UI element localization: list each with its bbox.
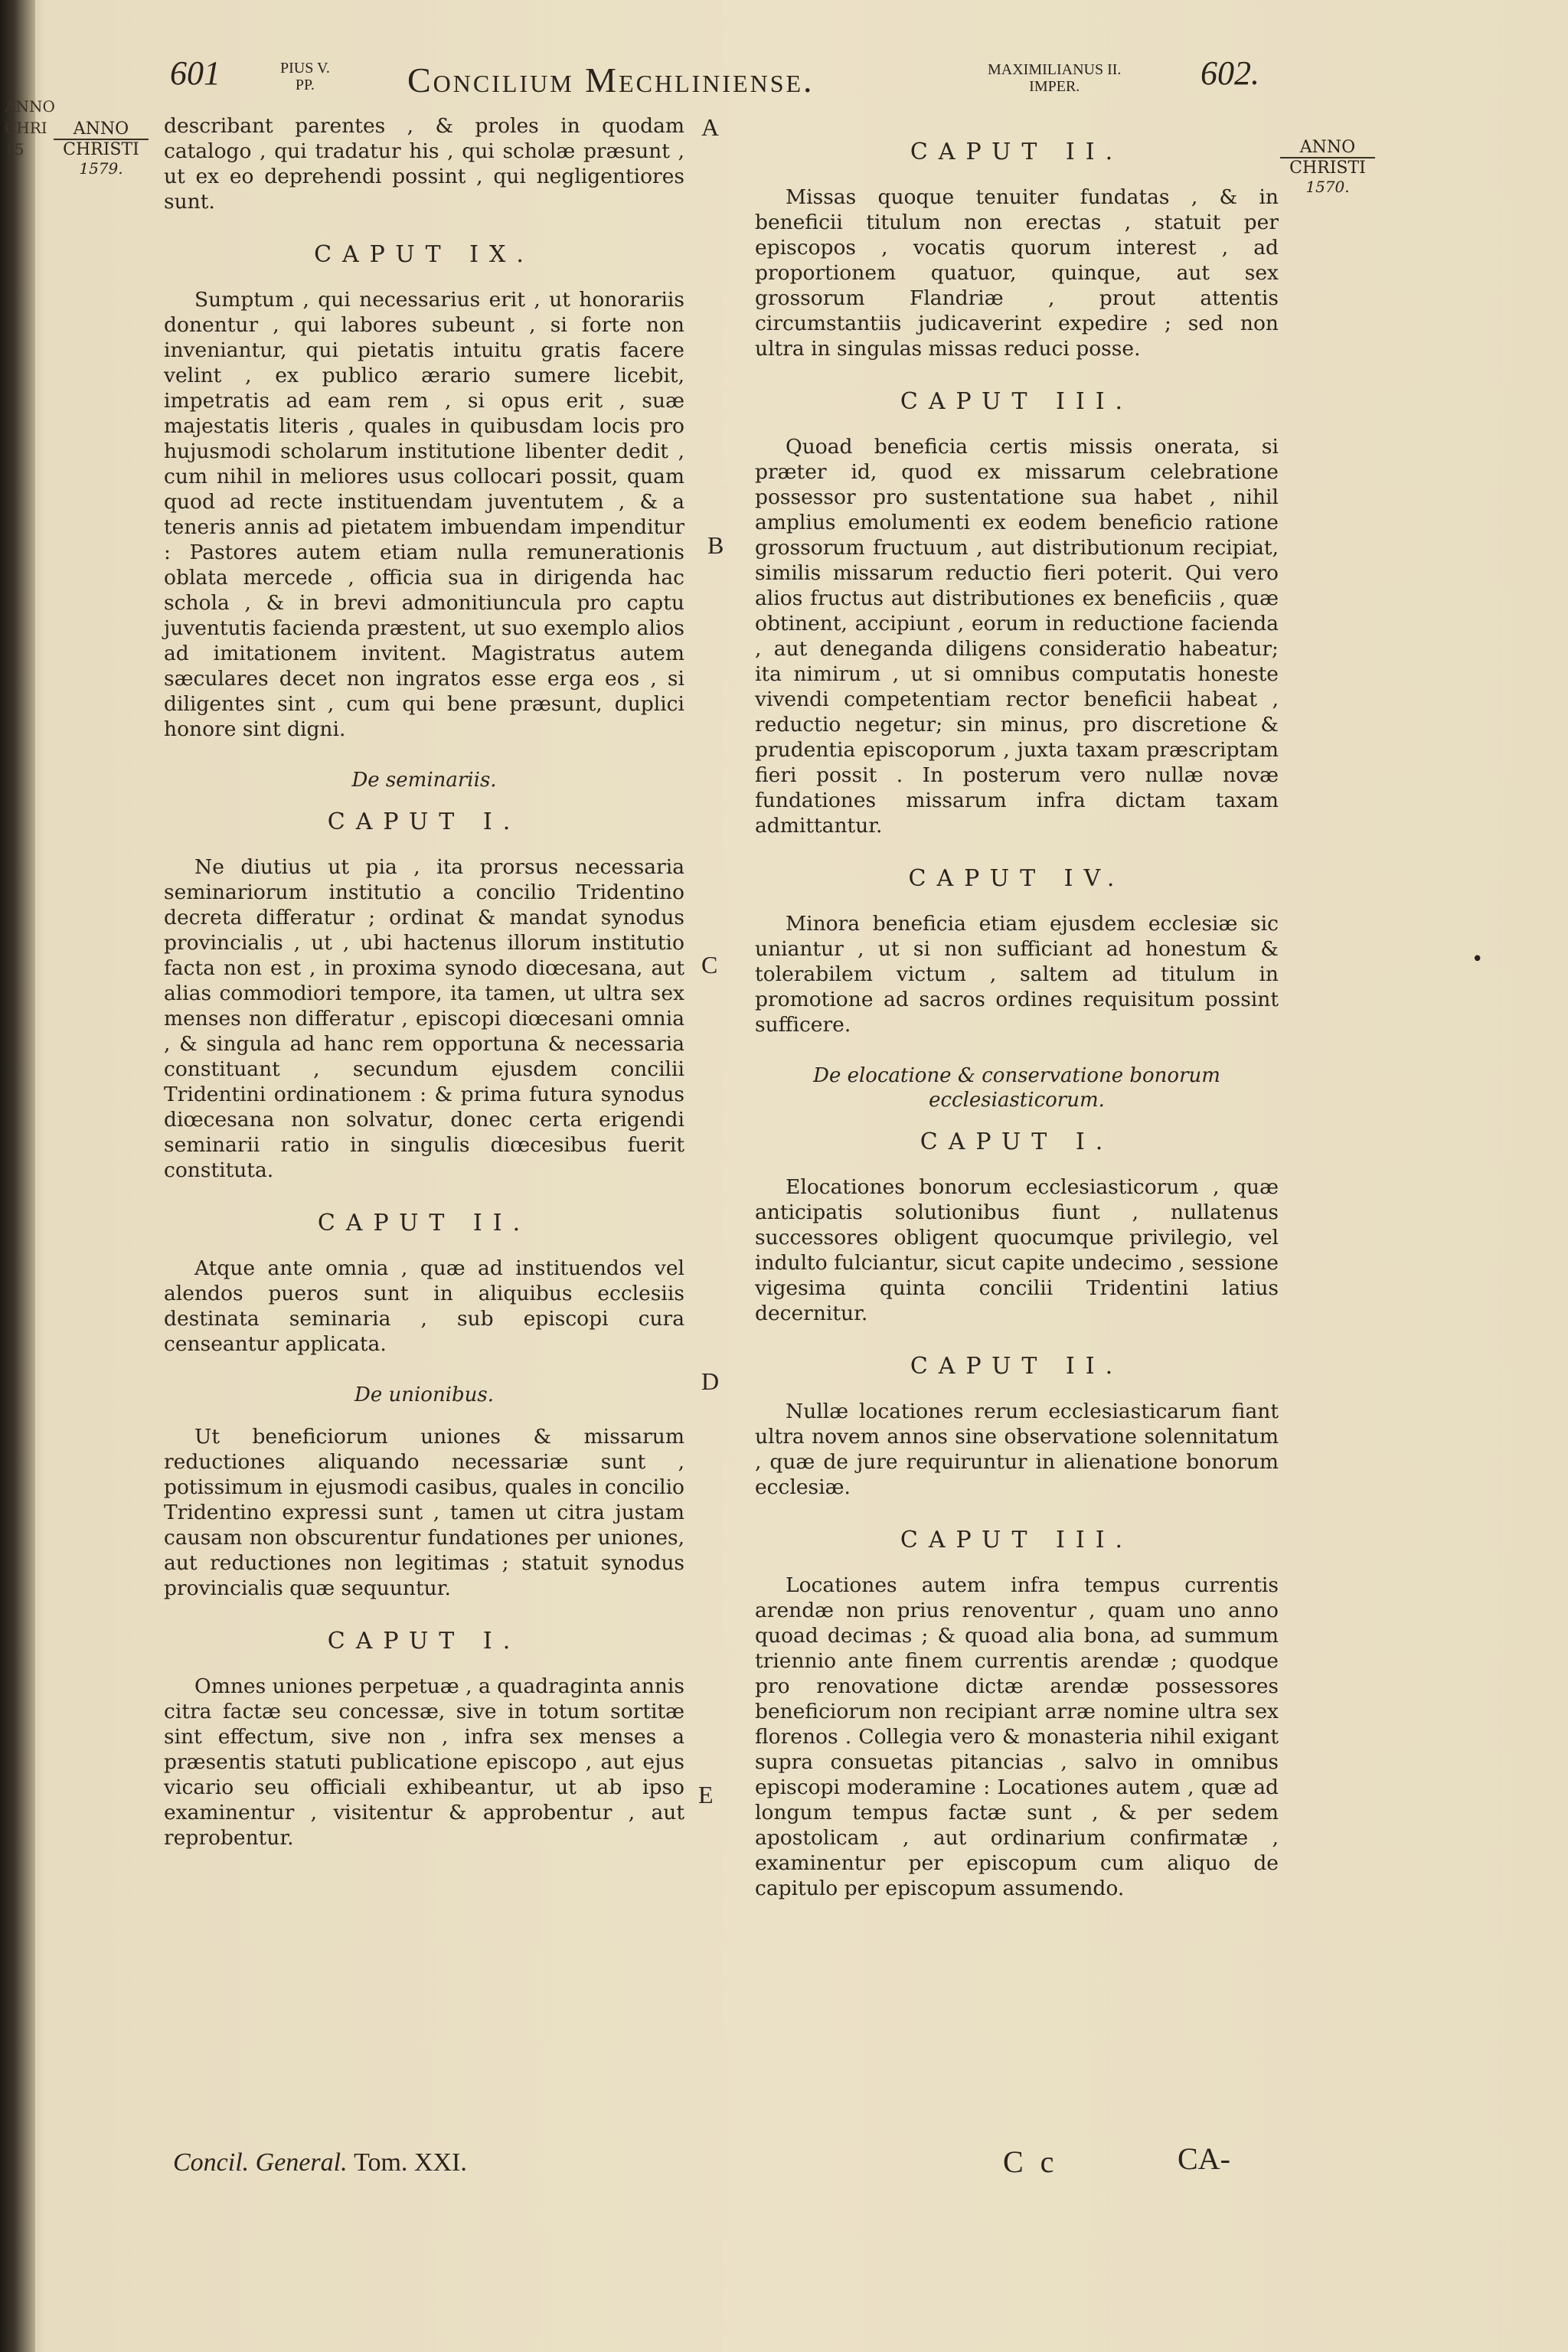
gutter-fragment-1: ANNO	[5, 97, 55, 116]
paragraph: Elocationes bonorum ecclesiasticorum , quæ anticipatis solutionibus fiunt , nullatenus successores obligent quocumque privilegio, vel indulto fulciantur, sicut capite undecimo , sessione vigesima quinta concilii Tridentini latius decernitur.	[755, 1175, 1279, 1325]
footer-volume: Tom. XXI.	[354, 2148, 467, 2177]
section-marker-e: E	[698, 1781, 714, 1808]
chapter-heading: CAPUT III.	[900, 388, 1134, 415]
margin-christi-right: CHRISTI	[1289, 158, 1366, 178]
emperor-title: IMPER.	[1029, 78, 1080, 95]
ink-speck: •	[1472, 948, 1484, 971]
section-marker-c: C	[701, 951, 718, 978]
running-head-pope	[280, 60, 330, 93]
chapter-heading: CAPUT II.	[910, 139, 1124, 165]
chapter-heading: CAPUT I.	[920, 1129, 1114, 1155]
chapter-heading: CAPUT II.	[317, 1210, 531, 1236]
running-head-emperor	[988, 61, 1121, 95]
chapter-heading: CAPUT IV.	[908, 865, 1125, 892]
paragraph: Ut beneficiorum uniones & missarum reductiones aliquando necessariæ sunt , potissimum in ejusmodi casibus, quales in concilio Tridentino expressi sunt , tamen ut citra justam causam non obscurentur fundationes per uniones, aut reductiones non legitimas ; statuit synodus provincialis quæ sequuntur.	[164, 1425, 684, 1600]
page-number-right: 602.	[1200, 54, 1259, 92]
chapter-heading: CAPUT I.	[327, 808, 521, 835]
chapter-heading: CAPUT IX.	[314, 241, 534, 268]
paragraph: Locationes autem infra tempus currentis arendæ non prius renoventur , quam uno anno quoad decimas ; & quoad alia bona, ad summum triennio ante finem currentis arendæ ; quodque pro renovatione dictæ arendæ possessores beneficiorum non recipiant arræ nomine ultra sex florenos . Collegia vero & monasteria nihil exigant supra consuetas pitancias , salvo in omnibus episcopi moderamine : Locationes autem , quæ ad longum tempus factæ sunt , & per sedem apostolicam , aut ordinarium confirmatæ , examinentur per episcopum cum aliquo de capitulo per episcopum assumendo.	[755, 1573, 1279, 1900]
subheading-line: De elocatione & conservatione bonorum	[813, 1064, 1220, 1087]
paragraph: Missas quoque tenuiter fundatas , & in beneficii titulum non erectas , statuit per episcopos , vocatis quorum interest , ad proportionem quatuor, quinque, aut sex grossorum Flandriæ , prout attentis circumstantiis judicaverint expedire ; sed non ultra in singulas missas reduci posse.	[755, 185, 1279, 361]
margin-anno-left: ANNO	[54, 119, 149, 140]
subheading-line: ecclesiasticorum.	[929, 1089, 1105, 1112]
gutter-fragment-3: 15	[5, 140, 24, 158]
signature-mark: C c	[1003, 2145, 1059, 2179]
paragraph: Omnes uniones perpetuæ , a quadraginta annis citra factæ seu concessæ, sive in totum sortitæ sint effectum, sive non , infra sex menses a præsentis statuti publicatione episcopo , aut ejus vicario seu officiali exhibeantur, ut ab ipso examinentur , visitentur & approbentur , aut reprobentur.	[164, 1674, 684, 1850]
margin-christi-left: CHRISTI	[63, 140, 139, 159]
footer-series: Concil. General.	[173, 2148, 348, 2177]
paragraph: Nullæ locationes rerum ecclesiasticarum fiant ultra novem annos sine observatione solennitatum , quæ de jure requiruntur in alienatione bonorum ecclesiæ.	[755, 1400, 1279, 1499]
right-column	[755, 113, 1279, 1901]
section-marker-d: D	[701, 1367, 720, 1395]
margin-year-right	[1280, 138, 1375, 197]
pope-name: PIUS V.	[280, 60, 330, 77]
binding-gutter	[0, 0, 55, 2352]
margin-year-left	[54, 119, 149, 178]
paragraph: Sumptum , qui necessarius erit , ut honorariis donentur , qui labores subeunt , si forte non inveniantur, qui pietatis intuitu gratis facere velint , ex publico ærario sumere licebit, impetratis ad eam rem , si opus erit , suæ majestatis literis , quales in quibusdam locis pro hujusmodi scholarum institutione libenter dedit , cum nihil in meliores usus collocari possit, quam quod ad recte instituendam juventutem , & a teneris annis ad pietatem imbuendam impenditur : Pastores autem etiam nulla remunerationis oblata mercede , officia sua in dirigenda hac schola , & in brevi admonitiuncula pro captu juventutis facienda præstent, ut suo exemplo alios ad imitationem invitent. Magistratus autem sæculares decet non ingratos esse erga eos , si diligentes sint , cum qui bene præsunt, duplici honore sint digni.	[164, 288, 684, 741]
pope-title: PP.	[295, 77, 315, 93]
chapter-heading: CAPUT II.	[910, 1353, 1124, 1380]
catchword: CA-	[1178, 2141, 1230, 2176]
paragraph: Minora beneficia etiam ejusdem ecclesiæ sic uniantur , ut si non sufficiant ad honestum & tolerabilem victum , saltem ad titulum in promotione ad sacros ordines requisitum possint sufficere.	[755, 912, 1279, 1037]
margin-anno-right: ANNO	[1280, 138, 1375, 158]
running-title: Concilium Mechliniense.	[407, 60, 815, 100]
section-marker-b: B	[707, 531, 724, 559]
chapter-heading: CAPUT III.	[900, 1527, 1134, 1553]
page-number-left: 601	[170, 54, 220, 92]
section-subheading: De unionibus.	[354, 1383, 494, 1406]
gutter-fragment-2: CHRI	[5, 119, 47, 137]
paragraph: Ne diutius ut pia , ita prorsus necessaria seminariorum institutio a concilio Tridentino decreta differatur ; ordinat & mandat synodus provincialis , ut , ubi hactenus illorum institutio facta non est , in proxima synodo diœcesana, aut alias commodiori tempore, ita tamen, ut ultra sex menses non differatur , episcopi diœcesani omnia , & singula ad hanc rem opportuna & necessaria constituant , secundum ejusdem concilii Tridentini ordinationem : & prima futura synodus diœcesana non solvatur, donec certa erigendi seminarii ratio in singulis diœcesibus fuerit constituta.	[164, 855, 684, 1182]
paragraph: Atque ante omnia , quæ ad instituendos vel alendos pueros sunt in aliquibus ecclesiis destinata seminaria , sub episcopi cura censeantur applicata.	[164, 1256, 684, 1356]
section-subheading	[755, 1063, 1279, 1112]
margin-year-value-left: 1579.	[79, 159, 123, 178]
emperor-name: MAXIMILIANUS II.	[988, 61, 1122, 78]
left-column	[164, 113, 684, 1851]
paragraph: describant parentes , & proles in quodam catalogo , qui tradatur his , qui scholæ præsunt , ut ex eo deprehendi possint , qui negligentiores sunt.	[164, 114, 684, 214]
margin-year-value-right: 1570.	[1305, 178, 1350, 196]
section-subheading: De seminariis.	[351, 769, 497, 792]
paragraph: Quoad beneficia certis missis onerata, si præter id, quod ex missarum celebratione possessor pro sustentatione sua habet , nihil amplius emolumenti ex eodem beneficio ratione grossorum fructuum , aut distributionum recipiat, similis missarum reductio fieri poterit. Qui vero alios fructus aut distributiones ex beneficiis , quæ obtinent, accipiunt , eorum in reductione facienda , aut deneganda diligens consideratio habeatur; ita nimirum , ut si omnibus computatis honeste vivendi competentiam rector beneficii habeat , reductio negetur; sin minus, pro discretione & prudentia episcoporum , juxta taxam præscriptam fieri possit . In posterum vero nullæ novæ fundationes missarum infra dictam taxam admittantur.	[755, 435, 1279, 838]
section-marker-a: A	[701, 113, 720, 141]
chapter-heading: CAPUT I.	[327, 1628, 521, 1655]
volume-footer	[173, 2148, 467, 2177]
